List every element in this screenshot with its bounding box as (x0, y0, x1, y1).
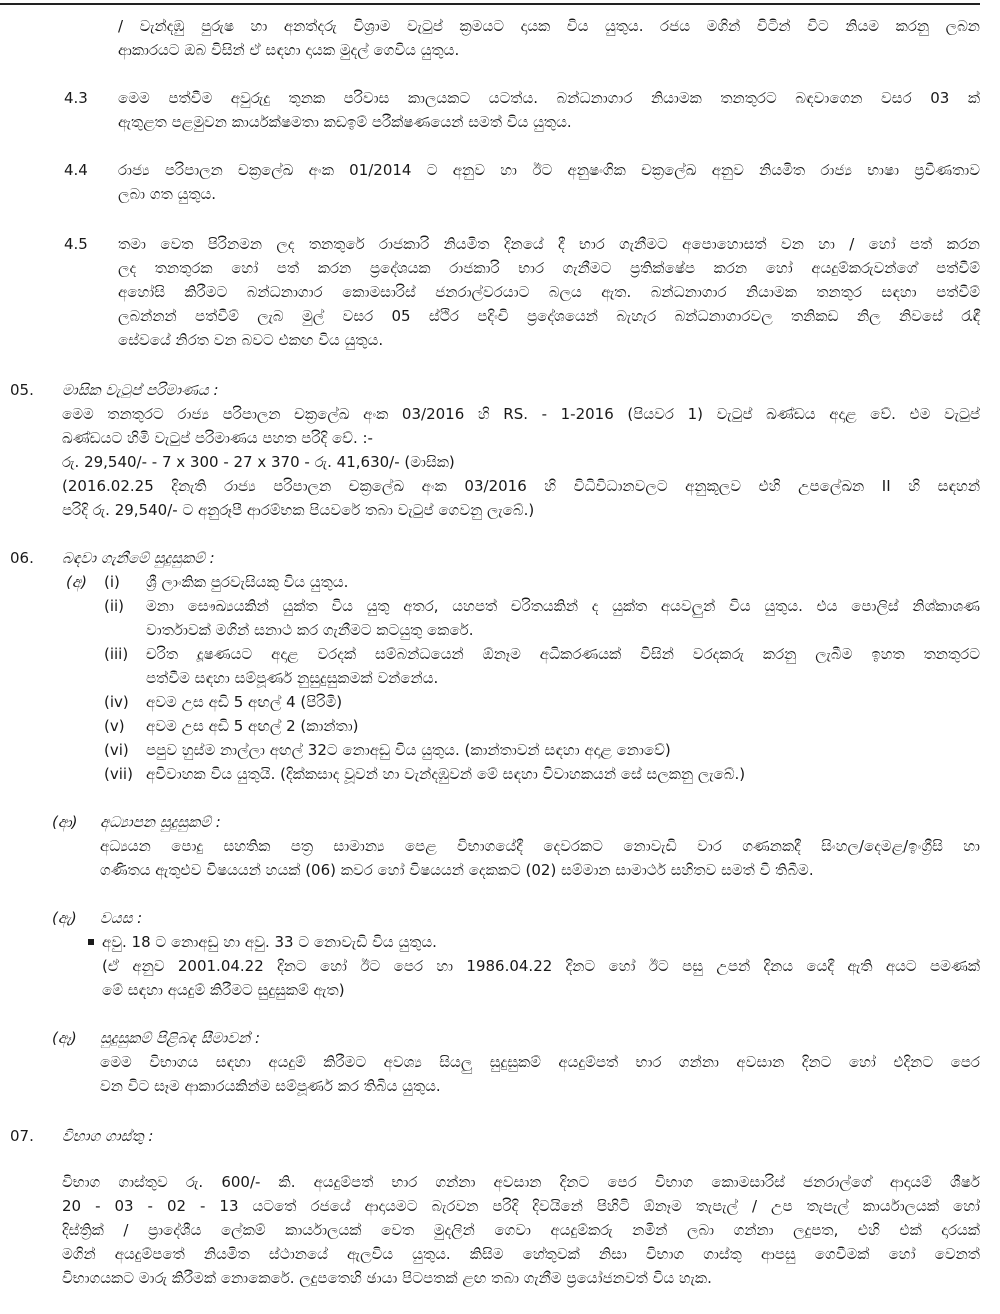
item-roman-ii: (ii) (104, 597, 125, 615)
item-vi-text: පපුව හුස්ම නාල්ලා අඟල් 32ට නොඅඩු විය යුතුය. (කාන්තාවන් සඳහා අදාළ නොවේ) (146, 741, 671, 759)
section-05-heading: මාසික වැටුප් පරිමාණය : (62, 381, 219, 399)
continuation-line-1: / වැන්දඹු පුරුෂ හා අනත්දරු විශ්‍රාම වැටුප් ක්‍රමයට දායක විය යුතුය. රජය මගින් විටින් විට නියම කරනු ලබන (118, 17, 980, 35)
section-4-5-line-4: ලබන්නන් පත්වීම් ලැබ මුල් වසර 05 ස්ථිර පදිංචි ප්‍රදේශයෙන් බැහැර බන්ධනාගාරවල තනිකඩ නිල නිවසේ රැඳී (118, 307, 980, 325)
subsection-aa-heading: අධ්‍යාපන සුදුසුකම් : (100, 813, 221, 831)
item-roman-vi: (vi) (104, 741, 129, 759)
section-07-heading: විභාග ගාස්තු : (62, 1127, 154, 1145)
subsection-ae-label: (ඇ) (52, 909, 77, 927)
fee-line-1: විභාග ගාස්තුව රු. 600/- කි. අයදුම්පත් භාර ගන්නා අවසාන දිනට පෙර විභාග කොමසාරිස් ජනරාල්ගේ ආදායම් ශීර්ෂ (62, 1173, 980, 1191)
item-iv-text: අවම උස අඩි 5 අඟල් 4 (පිරිමි) (146, 693, 343, 711)
section-4-5-line-3: අහෝසි කිරීමට බන්ධනාගාර කොමසාරිස් ජනරාල්වරයාට බලය ඇත. බන්ධනාගාර නියාමක තනතුර සඳහා පත්වීම් (118, 283, 980, 301)
item-ii-line-1: මනා සෞඛ්‍යයකින් යුක්ත විය යුතු අතර, යහපත් චරිතයකින් ද යුක්ත අයවලුන් විය යුතුය. එය පොලිස් නිශ්කාශණ (146, 597, 980, 615)
age-line-1: අවු. 18 ට නොඅඩු හා අවු. 33 ට නොවැඩි විය යුතුය. (102, 933, 437, 951)
section-number-05: 05. (10, 381, 34, 399)
section-number-07: 07. (10, 1127, 34, 1145)
item-i-text: ශ්‍රී ලාංකික පුරවැසියකු විය යුතුය. (146, 573, 349, 591)
age-line-2: (ඒ අනුව 2001.04.22 දිනට හෝ ඊට පෙර හා 1986.04.22 දිනට හෝ ඊට පසු උපන් දිනය යෙදී ඇති අයට පමණක් (102, 957, 980, 975)
education-line-1: අධ්‍යයන පොදු සහතික පත්‍ර සාමාන්‍ය පෙළ විභාගයේදී දෙවරකට නොවැඩි වාර ගණනකදී සිංහල/දෙමළ/ඉංග්‍රීසි හා (100, 837, 980, 855)
section-4-5-line-5: සේවයේ නිරත වන බවට එකඟ විය යුතුය. (118, 331, 384, 349)
subsection-aee-label: (ඈ) (52, 1029, 77, 1047)
section-4-4-line-2: ලබා ගත යුතුය. (118, 185, 217, 203)
subsection-aee-heading: සුදුසුකම් පිළිබඳ සීමාවන් : (100, 1029, 260, 1047)
subsection-a-label: (අ) (66, 573, 87, 591)
subsection-ae-heading: වයස : (100, 909, 143, 927)
item-roman-iii: (iii) (104, 645, 129, 663)
fee-line-2: 20 - 03 - 02 - 13 යටතේ රජයේ ආදායමට බැරවන පරිදි දිවයිනේ පිහිටි ඕනෑම තැපැල් / උප තැපැල් කාර්යාලයක් හෝ (62, 1197, 980, 1215)
section-4-4-line-1: රාජ්‍ය පරිපාලන චක්‍රලේඛ අංක 01/2014 ට අනුව හා ඊට අනුෂංගික චක්‍රලේඛ අනුව නියමිත රාජ්‍ය භාෂා ප්‍රවීණතාව (118, 161, 980, 179)
fee-line-5: විභාගයකට මාරු කිරීමක් නොකෙරේ. ලදුපතෙහි ඡායා පිටපතක් ළඟ තබා ගැනීම ප්‍රයෝජනවත් විය හැක. (62, 1269, 712, 1287)
item-iii-line-2: පත්වීම සඳහා සම්පූර්ණ නුසුදුසුකමක් වන්නේය. (146, 669, 439, 687)
section-05-line-1: මෙම තනතුරට රාජ්‍ය පරිපාලන චක්‍රලේඛ අංක 03/2016 හි RS. - 1-2016 (පියවර 1) වැටුප් ඛණ්ඩය අදාළ වේ. එම වැටුප් (62, 405, 980, 423)
section-05-line-5: පරිදි රු. 29,540/- ට අනුරූපී ආරම්භක පියවරේ තබා වැටුප් ගෙවනු ලැබේ.) (62, 501, 535, 519)
item-roman-i: (i) (104, 573, 120, 591)
section-number-06: 06. (10, 549, 34, 567)
section-number-4-4: 4.4 (64, 161, 88, 179)
section-06-heading: බඳවා ගැනීමේ සුදුසුකම් : (62, 549, 215, 567)
top-rule (0, 3, 980, 5)
section-4-5-line-1: තමා වෙත පිරිනමන ලද තනතුරේ රාජකාරි නියමිත දිනයේ දී භාර ගැනීමට අපොහොසත් වන හා / හෝ පත් කරන (118, 235, 980, 253)
fee-line-3: දිස්ත්‍රික් / ප්‍රාදේශීය ලේකම් කාර්යාලයක් වෙත මුදලින් ගෙවා අයදුම්කරු නමින් ලබා ගන්නා ලදුපත, එහි එක් දාරයක් (62, 1221, 980, 1239)
item-roman-v: (v) (104, 717, 125, 735)
item-vii-text: අවිවාහක විය යුතුයි. (දික්කසාද වූවන් හා වැන්දඹුවන් මේ සඳහා විවාහකයන් සේ සලකනු ලැබේ.) (146, 765, 746, 783)
section-4-3-line-2: ඇතුළත පළමුවන කාර්යක්ෂමතා කඩඉම් පරීක්ෂණයෙන් සමත් විය යුතුය. (118, 113, 572, 131)
section-number-4-3: 4.3 (64, 89, 88, 107)
section-4-5-line-2: ලද තනතුරක හෝ පත් කරන ප්‍රදේශයක රාජකාරි භාර ගැනීමට ප්‍රතික්ෂේප කරන හෝ අයදුම්කරුවන්ගේ පත්වීම් (118, 259, 980, 277)
section-4-3-line-1: මෙම පත්වීම අවුරුදු තුනක පරිවාස කාලයකට යටත්ය. බන්ධනාගාර නියාමක තනතුරට බඳවාගෙන වසර 03 ක් (118, 89, 980, 107)
section-05-line-4: (2016.02.25 දිනැති රාජ්‍ය පරිපාලන චක්‍රලේඛ අංක 03/2016 හි විධිවිධානවලට අනුකූලව එහි උපලේඛන II හි සඳහන් (62, 477, 980, 495)
limits-line-2: වන විට සෑම ආකාරයකින්ම සම්පූර්ණ කර තිබිය යුතුය. (100, 1077, 441, 1095)
item-roman-vii: (vii) (104, 765, 133, 783)
continuation-line-2: ආකාරයට ඔබ විසින් ඒ සඳහා දායක මුදල් ගෙවිය යුතුය. (118, 41, 460, 59)
item-ii-line-2: වාර්තාවක් මගින් සනාථ කර ගැනීමට කටයුතු කෙරේ. (146, 621, 474, 639)
section-05-salary-scale: රු. 29,540/- - 7 x 300 - 27 x 370 - රු. 41,630/- (මාසික) (62, 453, 455, 471)
section-number-4-5: 4.5 (64, 235, 88, 253)
education-line-2: ගණිතය ඇතුළුව විෂයයන් හයක් (06) කවර හෝ විෂයයන් දෙකකට (02) සම්මාන සාමාර්ථ සහිතව සමත් වී තිබීම. (100, 861, 814, 879)
limits-line-1: මෙම විභාගය සඳහා අයදුම් කිරීමට අවශ්‍ය සියලු සුදුසුකම් අයදුම්පත් භාර ගන්නා අවසාන දිනට හෝ එදිනට පෙර (100, 1053, 980, 1071)
age-line-3: මේ සඳහා අයදුම් කිරීමට සුදුසුකම් ඇත) (102, 981, 345, 999)
subsection-aa-label: (ආ) (52, 813, 78, 831)
item-roman-iv: (iv) (104, 693, 129, 711)
square-bullet-icon (88, 939, 94, 945)
fee-line-4: මගින් අයදුම්පතේ නියමිත ස්ථානයේ ඇලවිය යුතුය. කිසිම හේතුවක් නිසා විභාග ගාස්තු ආපසු ගෙවීමක් හෝ වෙනත් (62, 1245, 980, 1263)
item-iii-line-1: චරිත දූෂණයට අදාළ වරදක් සම්බන්ධයෙන් ඕනෑම අධිකරණයක් විසින් වරදකරු කරනු ලැබීම ඉහත තනතුරට (146, 645, 980, 663)
section-05-line-2: ඛණ්ඩයට හිමි වැටුප් පරිමාණය පහත පරිදි වේ. :- (62, 429, 373, 447)
item-v-text: අවම උස අඩි 5 අඟල් 2 (කාන්තා) (146, 717, 359, 735)
